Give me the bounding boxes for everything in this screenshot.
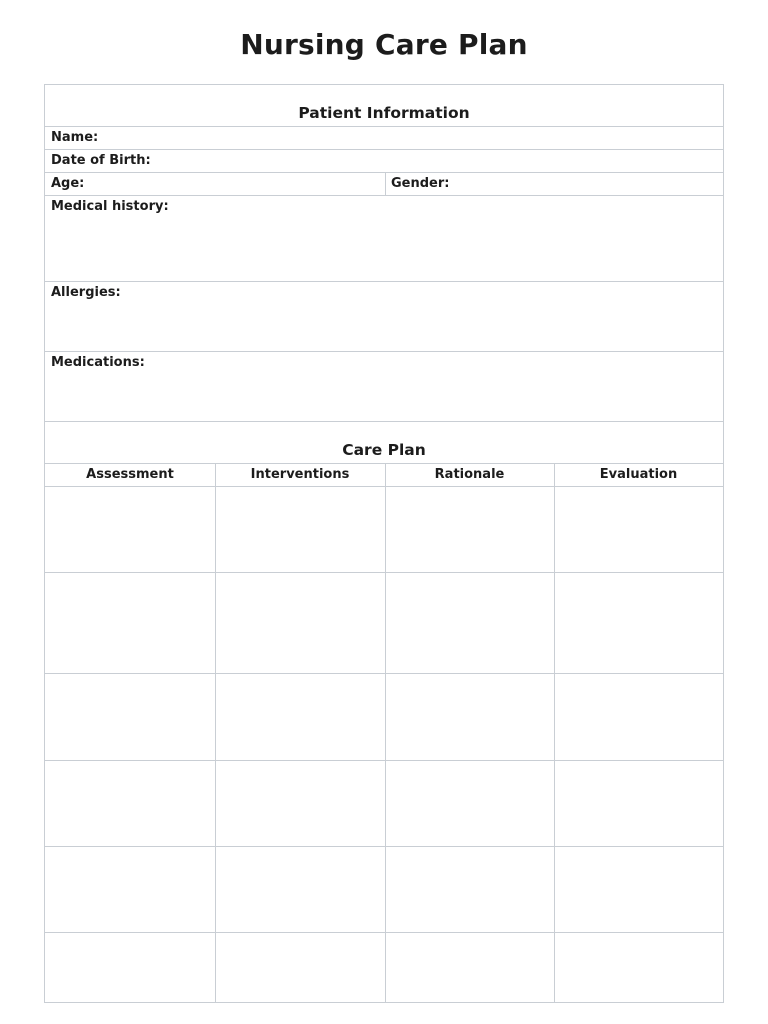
- evaluation-cell[interactable]: [554, 487, 723, 572]
- page-title: Nursing Care Plan: [240, 28, 528, 61]
- interventions-cell[interactable]: [215, 674, 385, 760]
- medications-label: Medications:: [51, 355, 145, 370]
- interventions-cell[interactable]: [215, 487, 385, 572]
- patient-information-header: [45, 85, 723, 127]
- interventions-cell[interactable]: [215, 847, 385, 932]
- patient-information-title: Patient Information: [298, 104, 470, 122]
- table-row: [45, 573, 723, 674]
- age-field[interactable]: [45, 173, 385, 195]
- care-plan-column-headers: [45, 464, 723, 487]
- name-field[interactable]: [45, 127, 723, 150]
- column-divider: [385, 464, 386, 1002]
- assessment-cell[interactable]: [45, 933, 215, 1002]
- date-of-birth-label: Date of Birth:: [51, 153, 151, 168]
- medical-history-field[interactable]: [45, 196, 723, 282]
- age-gender-row: [45, 173, 723, 196]
- column-divider: [215, 464, 216, 1002]
- column-header-rationale: Rationale: [434, 467, 505, 482]
- column-header-interventions: Interventions: [250, 467, 350, 482]
- interventions-cell[interactable]: [215, 573, 385, 673]
- medications-field[interactable]: [45, 352, 723, 422]
- evaluation-cell[interactable]: [554, 573, 723, 673]
- evaluation-cell[interactable]: [554, 761, 723, 846]
- table-row: [45, 847, 723, 933]
- care-plan-header: [45, 422, 723, 464]
- assessment-cell[interactable]: [45, 573, 215, 673]
- evaluation-cell[interactable]: [554, 847, 723, 932]
- gender-field[interactable]: [386, 173, 723, 195]
- table-row: [45, 761, 723, 847]
- rationale-cell[interactable]: [385, 487, 554, 572]
- evaluation-cell[interactable]: [554, 674, 723, 760]
- rationale-cell[interactable]: [385, 674, 554, 760]
- rationale-cell[interactable]: [385, 573, 554, 673]
- column-header-evaluation: Evaluation: [599, 467, 678, 482]
- assessment-cell[interactable]: [45, 761, 215, 846]
- rationale-cell[interactable]: [385, 761, 554, 846]
- medical-history-label: Medical history:: [51, 199, 169, 214]
- evaluation-cell[interactable]: [554, 933, 723, 1002]
- care-plan-title: Care Plan: [342, 441, 426, 459]
- allergies-label: Allergies:: [51, 285, 121, 300]
- assessment-cell[interactable]: [45, 674, 215, 760]
- allergies-field[interactable]: [45, 282, 723, 352]
- rationale-cell[interactable]: [385, 847, 554, 932]
- care-plan-form: [44, 84, 724, 1003]
- name-label: Name:: [51, 130, 99, 145]
- gender-label: Gender:: [391, 176, 450, 191]
- table-row: [45, 487, 723, 573]
- column-header-assessment: Assessment: [86, 467, 174, 482]
- assessment-cell[interactable]: [45, 847, 215, 932]
- column-divider: [554, 464, 555, 1002]
- rationale-cell[interactable]: [385, 933, 554, 1002]
- assessment-cell[interactable]: [45, 487, 215, 572]
- table-row: [45, 674, 723, 761]
- table-row: [45, 933, 723, 1002]
- date-of-birth-field[interactable]: [45, 150, 723, 173]
- interventions-cell[interactable]: [215, 761, 385, 846]
- age-label: Age:: [51, 176, 85, 191]
- interventions-cell[interactable]: [215, 933, 385, 1002]
